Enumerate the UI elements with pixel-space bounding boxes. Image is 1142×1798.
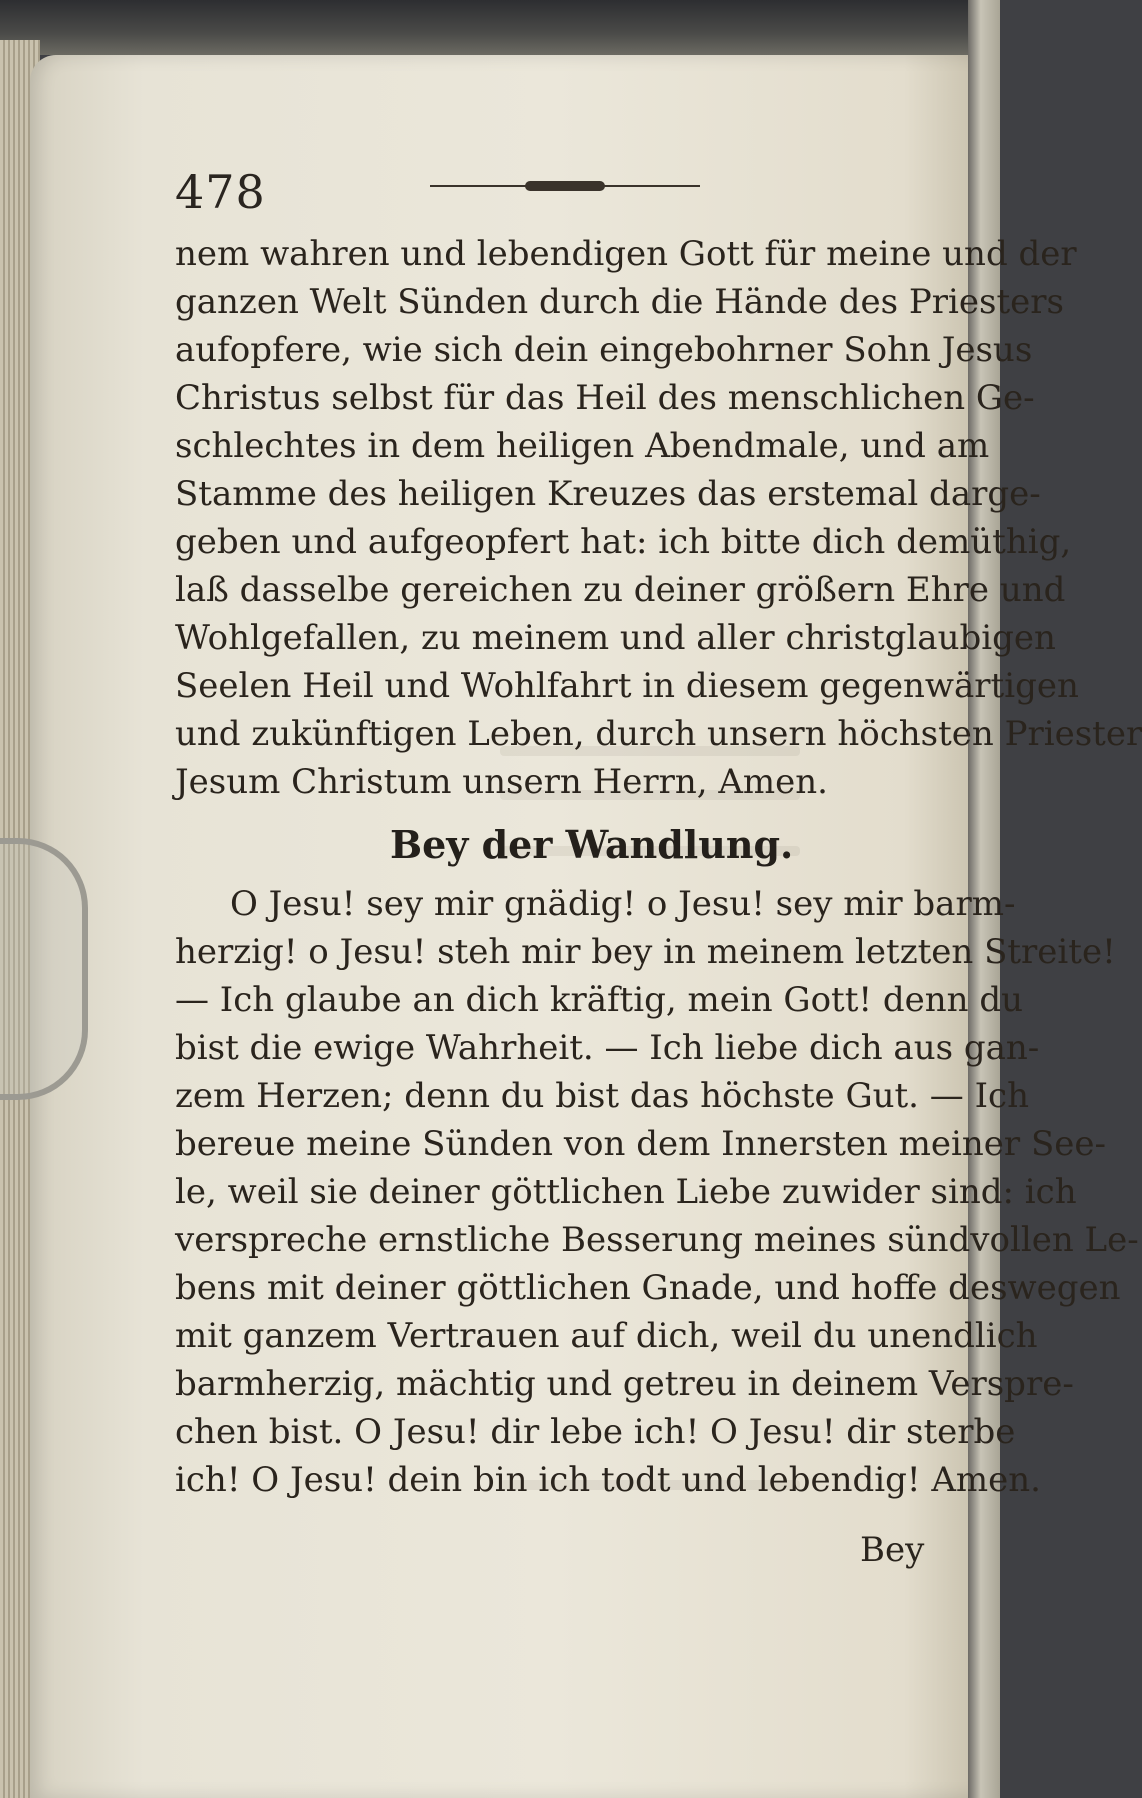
- section-heading: Bey der Wandlung.: [390, 822, 794, 867]
- text-line: barmherzig, mächtig und getreu in deinem Verspre-: [175, 1364, 1074, 1404]
- text-line: geben und aufgeopfert hat: ich bitte dich demüthig,: [175, 522, 1072, 562]
- text-line: ich! O Jesu! dein bin ich todt und lebendig! Amen.: [175, 1460, 1041, 1500]
- paragraph-1: [175, 230, 1142, 806]
- text-line: nem wahren und lebendigen Gott für meine und der: [175, 234, 1077, 274]
- ornament-knot: [525, 181, 605, 191]
- page-number: 478: [175, 165, 266, 219]
- text-line: verspreche ernstliche Besserung meines sündvollen Le-: [175, 1220, 1139, 1260]
- paragraph-2: [175, 880, 1139, 1504]
- text-line: bist die ewige Wahrheit. — Ich liebe dich aus gan-: [175, 1028, 1040, 1068]
- text-line: O Jesu! sey mir gnädig! o Jesu! sey mir barm-: [230, 884, 1016, 924]
- text-line: mit ganzem Vertrauen auf dich, weil du unendlich: [175, 1316, 1038, 1356]
- text-line: laß dasselbe gereichen zu deiner größern Ehre und: [175, 570, 1066, 610]
- text-line: Wohlgefallen, zu meinem und aller christglaubigen: [175, 618, 1056, 658]
- text-line: schlechtes in dem heiligen Abendmale, und am: [175, 426, 990, 466]
- text-line: le, weil sie deiner göttlichen Liebe zuwider sind: ich: [175, 1172, 1077, 1212]
- scan-background-top: [0, 0, 1000, 55]
- text-line: herzig! o Jesu! steh mir bey in meinem letzten Streite!: [175, 932, 1116, 972]
- text-line: und zukünftigen Leben, durch unsern höchsten Priester: [175, 714, 1142, 754]
- text-line: Christus selbst für das Heil des menschlichen Ge-: [175, 378, 1035, 418]
- page-clip: [0, 838, 88, 1100]
- text-line: Stamme des heiligen Kreuzes das erstemal darge-: [175, 474, 1041, 514]
- text-line: chen bist. O Jesu! dir lebe ich! O Jesu! dir sterbe: [175, 1412, 1016, 1452]
- text-line: Seelen Heil und Wohlfahrt in diesem gegenwärtigen: [175, 666, 1079, 706]
- text-line: aufopfere, wie sich dein eingebohrner Sohn Jesus: [175, 330, 1033, 370]
- header-ornament: [430, 181, 700, 191]
- text-line: bens mit deiner göttlichen Gnade, und hoffe deswegen: [175, 1268, 1121, 1308]
- catchword: Bey: [860, 1530, 925, 1570]
- text-line: ganzen Welt Sünden durch die Hände des Priesters: [175, 282, 1064, 322]
- text-line: bereue meine Sünden von dem Innersten meiner See-: [175, 1124, 1107, 1164]
- text-line: zem Herzen; denn du bist das höchste Gut. — Ich: [175, 1076, 1029, 1116]
- text-line: Jesum Christum unsern Herrn, Amen.: [175, 762, 828, 802]
- text-line: — Ich glaube an dich kräftig, mein Gott! denn du: [175, 980, 1023, 1020]
